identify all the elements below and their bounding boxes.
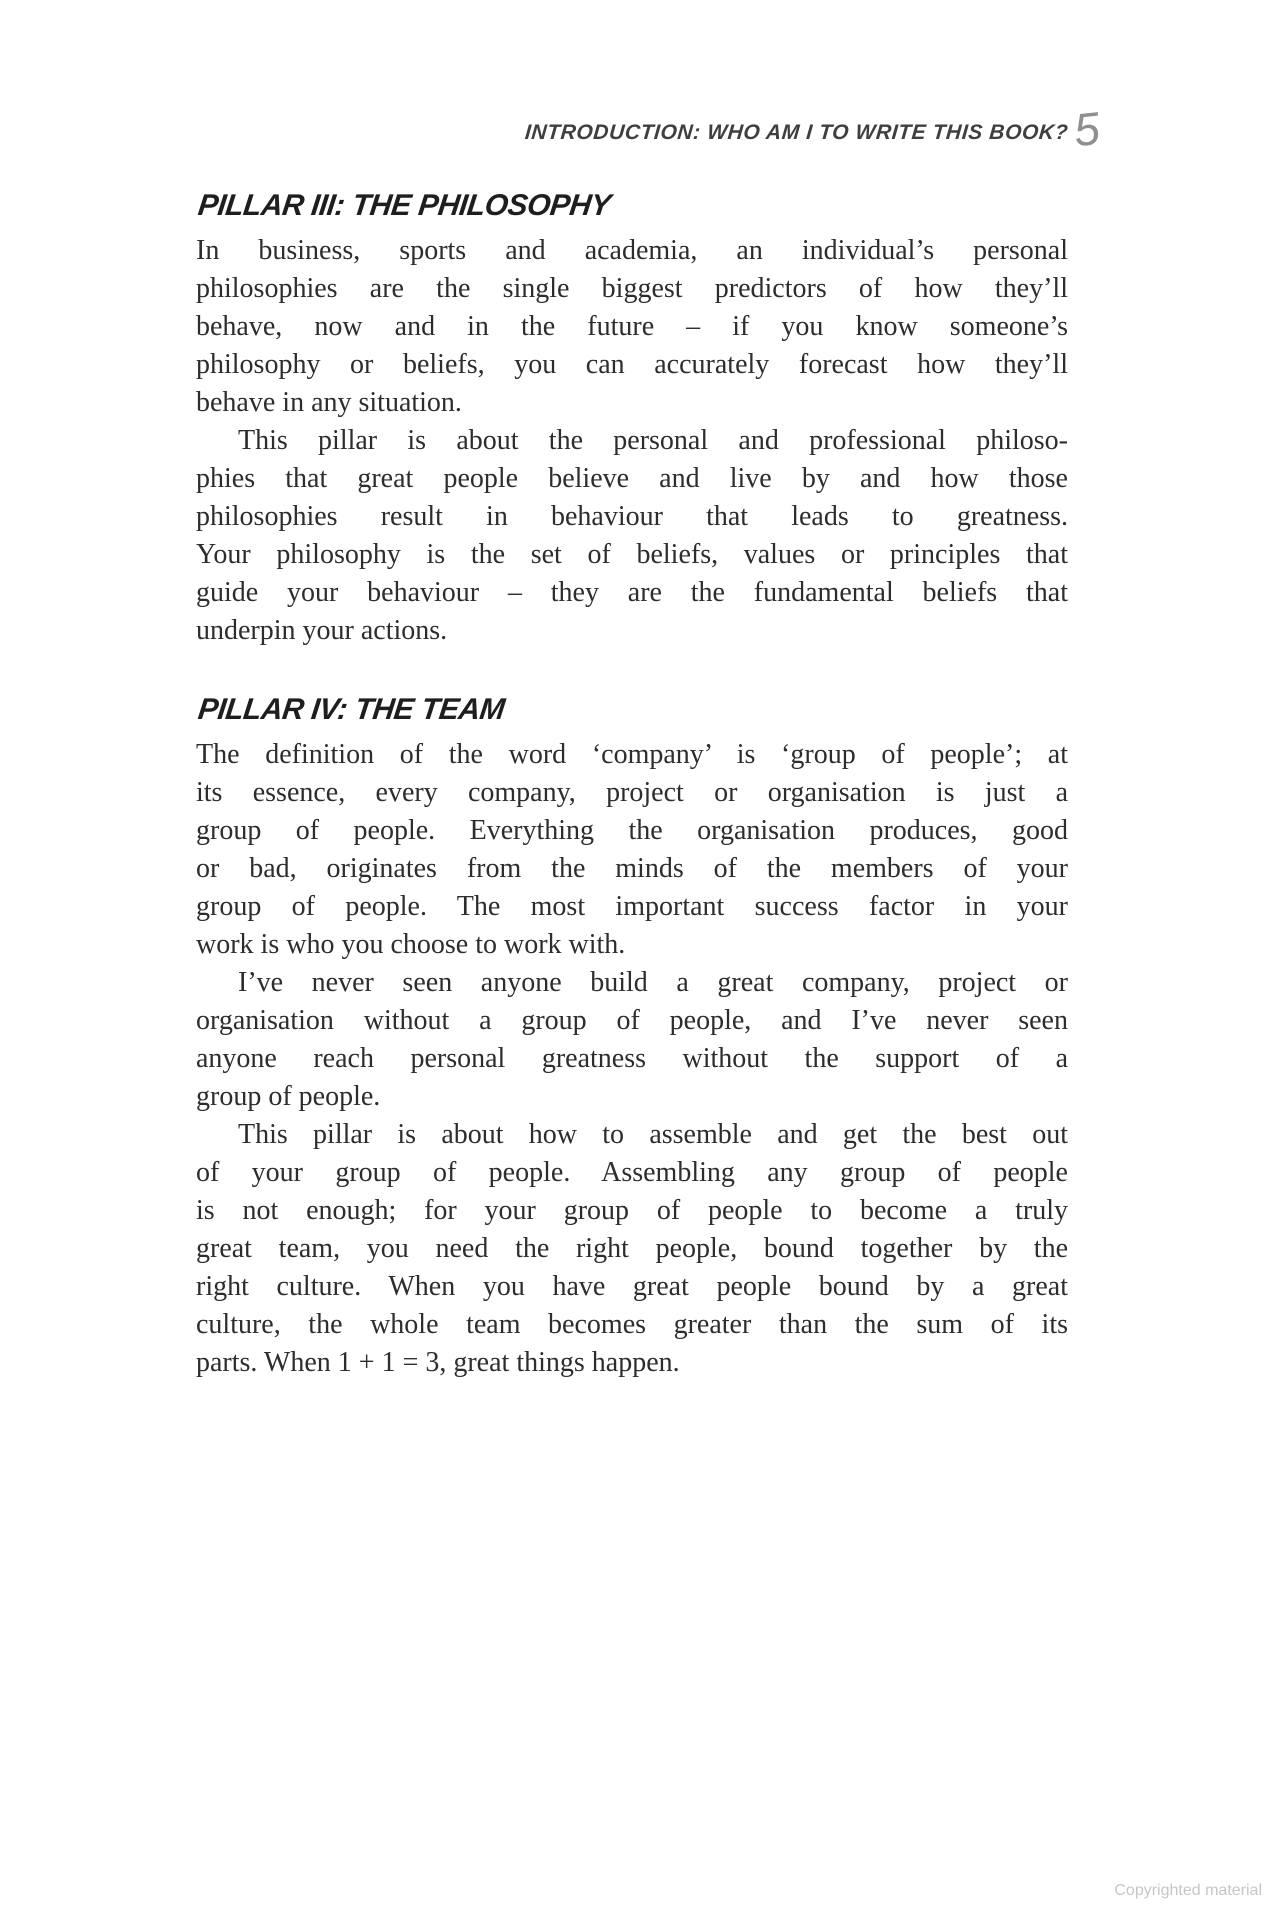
text-line: or bad, originates from the minds of the members of your (196, 853, 1068, 884)
text-line: philosophies result in behaviour that leads to greatness. (196, 501, 1068, 532)
running-header (196, 121, 1068, 145)
text-line: Your philosophy is the set of beliefs, values or principles that (196, 539, 1068, 570)
paragraph (196, 964, 1068, 1116)
paragraph (196, 422, 1068, 650)
text-line: great team, you need the right people, bound together by the (196, 1233, 1068, 1264)
text-line: This pillar is about the personal and professional philoso- (238, 425, 1068, 456)
text-line: philosophy or beliefs, you can accurately forecast how they’ll (196, 349, 1068, 380)
text-line: guide your behaviour – they are the fundamental beliefs that (196, 577, 1068, 608)
page-number: 5 (1071, 101, 1103, 157)
paragraph (196, 232, 1068, 422)
paragraph (196, 1116, 1068, 1382)
section-heading: PILLAR IV: THE TEAM (196, 693, 507, 726)
text-line: parts. When 1 + 1 = 3, great things happen. (196, 1347, 680, 1378)
text-line: behave in any situation. (196, 387, 462, 418)
text-line: culture, the whole team becomes greater than the sum of its (196, 1309, 1068, 1340)
text-line: of your group of people. Assembling any group of people (196, 1157, 1068, 1188)
text-line: In business, sports and academia, an individual’s personal (196, 235, 1068, 266)
text-line: behave, now and in the future – if you know someone’s (196, 311, 1068, 342)
paragraph (196, 736, 1068, 964)
text-line: its essence, every company, project or organisation is just a (196, 777, 1068, 808)
text-line: phies that great people believe and live by and how those (196, 463, 1068, 494)
text-line: group of people. The most important success factor in your (196, 891, 1068, 922)
text-line: right culture. When you have great people bound by a great (196, 1271, 1068, 1302)
copyright-watermark: Copyrighted material (1114, 1882, 1262, 1899)
text-line: is not enough; for your group of people to become a truly (196, 1195, 1068, 1226)
text-line: group of people. (196, 1081, 381, 1112)
text-line: The definition of the word ‘company’ is ‘group of people’; at (196, 739, 1068, 770)
text-line: underpin your actions. (196, 615, 448, 646)
pillar-section (196, 188, 1068, 650)
text-line: This pillar is about how to assemble and get the best out (238, 1119, 1068, 1150)
text-line: anyone reach personal greatness without the support of a (196, 1043, 1068, 1074)
text-line: I’ve never seen anyone build a great company, project or (238, 967, 1068, 998)
text-line: group of people. Everything the organisation produces, good (196, 815, 1068, 846)
text-line: organisation without a group of people, and I’ve never seen (196, 1005, 1068, 1036)
text-line: philosophies are the single biggest predictors of how they’ll (196, 273, 1068, 304)
text-line: work is who you choose to work with. (196, 929, 626, 960)
running-head-title: INTRODUCTION: WHO AM I TO WRITE THIS BOOK? (523, 121, 1070, 144)
section-heading: PILLAR III: THE PHILOSOPHY (196, 189, 613, 222)
pillar-section (196, 692, 1068, 1382)
page-content (196, 188, 1068, 1382)
